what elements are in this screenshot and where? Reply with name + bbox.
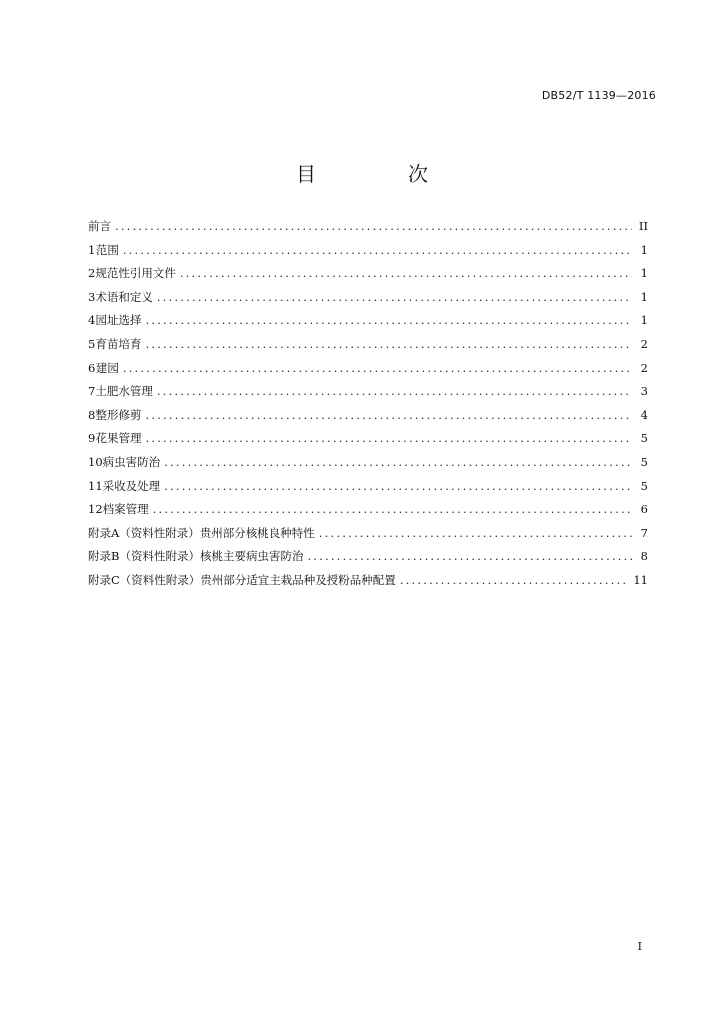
toc-entry-4[interactable] <box>88 312 648 336</box>
toc-number: 6 <box>88 360 96 375</box>
toc-number: 8 <box>88 407 96 422</box>
toc-page: 8 <box>640 549 648 564</box>
toc-page: II <box>638 219 648 233</box>
annex-title: 贵州部分核桃良种特性 <box>199 525 315 540</box>
toc-label: 育苗培育 <box>95 336 142 351</box>
annex-title: 贵州部分适宜主栽品种及授粉品种配置 <box>200 572 396 587</box>
toc-leader <box>115 219 632 233</box>
annex-label: 附录B（资料性附录） <box>88 549 200 564</box>
toc-entry-12[interactable] <box>88 501 648 525</box>
toc-page: 7 <box>640 525 648 540</box>
annex-title: 核桃主要病虫害防治 <box>199 549 304 564</box>
toc-entry-annex-b[interactable] <box>88 548 648 572</box>
toc-number: 12 <box>88 502 103 517</box>
toc-page: 1 <box>640 289 648 304</box>
toc-number: 7 <box>88 384 96 399</box>
toc-entry-annex-a[interactable] <box>88 525 648 549</box>
toc-entry-10[interactable] <box>88 454 648 478</box>
toc-leader <box>157 290 632 304</box>
toc-leader <box>145 431 632 445</box>
toc-entry-9[interactable] <box>88 430 648 454</box>
toc-page: 1 <box>640 313 648 328</box>
toc-number: 2 <box>88 266 96 281</box>
toc-page: 2 <box>640 336 648 351</box>
toc-entry-foreword[interactable] <box>88 218 648 242</box>
toc-page: 4 <box>640 407 648 422</box>
annex-label: 附录A（资料性附录） <box>88 525 200 540</box>
toc-page: 1 <box>640 266 648 281</box>
toc-leader <box>123 243 632 257</box>
toc-page: 5 <box>640 431 648 446</box>
page-number: I <box>637 940 642 953</box>
toc-entry-1[interactable] <box>88 242 648 266</box>
toc-page: 11 <box>633 572 648 587</box>
toc-page: 2 <box>640 360 648 375</box>
standard-code: DB52/T 1139—2016 <box>541 89 656 102</box>
toc-number: 11 <box>88 478 103 493</box>
toc-label: 范围 <box>95 242 119 257</box>
toc-page: 5 <box>640 478 648 493</box>
toc-leader <box>164 455 632 469</box>
toc-entry-6[interactable] <box>88 360 648 384</box>
toc-number: 1 <box>88 242 96 257</box>
toc-entry-2[interactable] <box>88 265 648 289</box>
toc-leader <box>157 384 632 398</box>
toc-label: 档案管理 <box>102 502 149 517</box>
toc-number: 3 <box>88 289 96 304</box>
toc-label: 建园 <box>95 360 119 375</box>
page-title: 目 次 <box>296 162 464 186</box>
toc-leader <box>145 337 632 351</box>
toc-leader <box>307 549 632 563</box>
toc-entry-annex-c[interactable] <box>88 572 648 596</box>
toc-leader <box>153 502 632 516</box>
toc-entry-7[interactable] <box>88 383 648 407</box>
toc-label: 规范性引用文件 <box>95 266 176 281</box>
toc-label: 采收及处理 <box>102 478 161 493</box>
toc-entry-8[interactable] <box>88 407 648 431</box>
toc-leader <box>400 573 628 587</box>
toc-leader <box>145 408 632 422</box>
toc-page: 1 <box>640 242 648 257</box>
toc-label: 术语和定义 <box>95 289 153 304</box>
toc-number: 5 <box>88 336 96 351</box>
toc-leader <box>319 526 632 540</box>
toc-leader <box>145 313 632 327</box>
toc-leader <box>123 361 632 375</box>
toc-page: 5 <box>640 454 648 469</box>
toc-label: 整形修剪 <box>95 407 142 422</box>
toc-label: 病虫害防治 <box>102 454 161 469</box>
toc-number: 4 <box>88 313 96 328</box>
toc-leader <box>164 479 632 493</box>
toc-page: 6 <box>640 502 648 517</box>
toc-entry-11[interactable] <box>88 478 648 502</box>
toc-label: 园址选择 <box>95 313 142 328</box>
toc-entry-3[interactable] <box>88 289 648 313</box>
table-of-contents <box>88 218 648 596</box>
toc-page: 3 <box>640 384 648 399</box>
toc-label: 前言 <box>88 219 111 233</box>
annex-label: 附录C（资料性附录） <box>88 572 201 587</box>
toc-label: 土肥水管理 <box>95 384 153 399</box>
toc-number: 10 <box>88 454 103 469</box>
toc-leader <box>180 266 632 280</box>
toc-label: 花果管理 <box>95 431 142 446</box>
toc-number: 9 <box>88 431 96 446</box>
toc-entry-5[interactable] <box>88 336 648 360</box>
